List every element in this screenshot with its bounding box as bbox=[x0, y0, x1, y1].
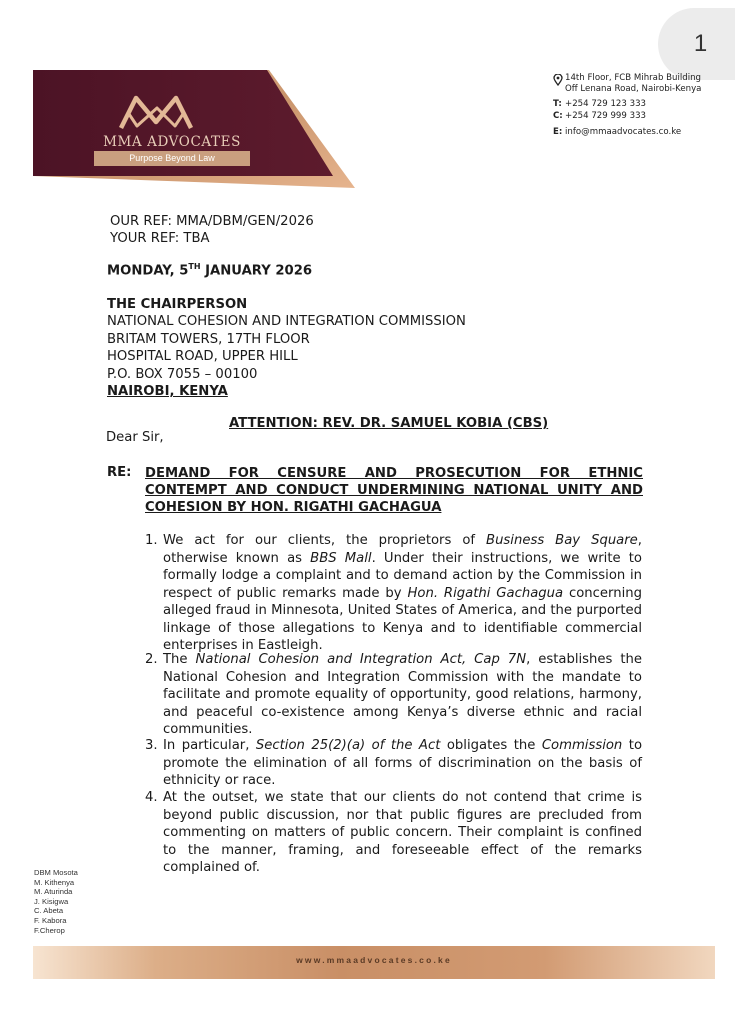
text-run: , establishes the National Cohesion and Integration Commission with the mandate to facilitate and promote equality of opportunity, good relations, harmony, and peaceful co-existence among Kenya’s diverse ethnic and racial communities. bbox=[163, 652, 642, 737]
addressee-city: NAIROBI, KENYA bbox=[107, 384, 228, 400]
date-rest: JANUARY 2026 bbox=[200, 263, 313, 279]
text-run: In particular, bbox=[163, 738, 256, 753]
italic-run: Hon. Rigathi Gachagua bbox=[407, 585, 564, 601]
letterhead-banner bbox=[33, 70, 355, 190]
text-run: At the outset, we state that our clients do not contend that crime is beyond public discussion, nor that public figures are precluded from commenting on matters of public concern. Their complaint is confined to the manner, framing, and foreseeable effect of the remarks complained of. bbox=[163, 790, 642, 875]
partner-name: M. Aturinda bbox=[34, 887, 73, 897]
contact-block bbox=[553, 73, 701, 138]
address-line-1: 14th Floor, FCB Mihrab Building bbox=[565, 73, 701, 83]
addressee-title: THE CHAIRPERSON bbox=[107, 297, 248, 312]
paragraph-2 bbox=[145, 651, 642, 739]
text-run: The bbox=[163, 652, 196, 667]
re-subject: DEMAND FOR CENSURE AND PROSECUTION FOR ETHNIC CONTEMPT AND CONDUCT UNDERMINING NATIONAL UNITY AND COHESION BY HON. RIGATHI GACHAGUA bbox=[145, 466, 643, 515]
partners-list bbox=[34, 868, 78, 935]
letter-date bbox=[107, 262, 312, 278]
location-pin-icon bbox=[553, 74, 563, 86]
address-block bbox=[553, 73, 701, 95]
page-number-badge bbox=[658, 8, 735, 80]
page-number: 1 bbox=[693, 30, 708, 57]
italic-run: Commission bbox=[541, 738, 623, 753]
text-run: We act for our clients, the proprietors of bbox=[163, 533, 487, 548]
cell-label: C: bbox=[553, 110, 563, 121]
paragraph-3 bbox=[145, 737, 642, 790]
partner-name: C. Abeta bbox=[34, 906, 64, 916]
attention-line: ATTENTION: REV. DR. SAMUEL KOBIA (CBS) bbox=[229, 416, 549, 431]
references bbox=[110, 213, 314, 247]
paragraph-1 bbox=[145, 532, 642, 655]
footer-bar bbox=[33, 946, 715, 979]
email-address: info@mmaadvocates.co.ke bbox=[565, 126, 682, 137]
salutation: Dear Sir, bbox=[106, 430, 164, 445]
addressee-org: NATIONAL COHESION AND INTEGRATION COMMISSION bbox=[107, 314, 466, 330]
italic-run: Business Bay Square bbox=[486, 533, 638, 548]
telephone-row bbox=[553, 99, 701, 110]
your-ref: YOUR REF: TBA bbox=[110, 231, 210, 246]
date-day: MONDAY, 5 bbox=[107, 263, 189, 279]
italic-run: BBS Mall bbox=[310, 550, 372, 566]
firm-tagline: Purpose Beyond Law bbox=[94, 151, 250, 166]
addressee-block bbox=[107, 296, 466, 400]
telephone-number: +254 729 123 333 bbox=[565, 99, 647, 110]
our-ref: OUR REF: MMA/DBM/GEN/2026 bbox=[110, 214, 314, 229]
paragraph-body bbox=[163, 651, 642, 739]
text-run: concerning alleged fraud in Minnesota, United States of America, and the purported linkage of those allegations to Kenya and to identifiable commercial enterprises in Eastleigh. bbox=[163, 585, 642, 653]
footer-website: www.mmaadvocates.co.ke bbox=[296, 955, 452, 965]
addressee-box: P.O. BOX 7055 – 00100 bbox=[107, 366, 258, 382]
email-label: E: bbox=[553, 126, 563, 137]
partner-name: F.Cherop bbox=[34, 925, 65, 935]
italic-run: Section 25(2)(a) of the Act bbox=[255, 738, 441, 753]
partner-name: DBM Mosota bbox=[34, 868, 78, 877]
partner-name: J. Kisigwa bbox=[34, 896, 69, 906]
firm-name: MMA ADVOCATES bbox=[103, 134, 241, 150]
text-run: , otherwise known as bbox=[163, 533, 642, 566]
text-run: to promote the elimination of all forms of discrimination on the basis of ethnicity or race. bbox=[163, 738, 643, 788]
cell-row bbox=[553, 111, 701, 122]
paragraph-number: 4. bbox=[145, 790, 158, 805]
partner-name: M. Kithenya bbox=[34, 877, 75, 887]
addressee-road: HOSPITAL ROAD, UPPER HILL bbox=[107, 349, 298, 365]
paragraph-number: 1. bbox=[145, 533, 158, 548]
paragraph-body bbox=[163, 789, 642, 877]
email-row bbox=[553, 127, 701, 138]
paragraph-body bbox=[163, 737, 642, 790]
paragraph-body bbox=[163, 532, 642, 655]
partner-name: F. Kabora bbox=[34, 915, 67, 925]
italic-run: National Cohesion and Integration Act, Cap 7N bbox=[195, 652, 527, 667]
paragraph-number: 2. bbox=[145, 652, 158, 667]
text-run: . Under their instructions, we write to formally lodge a complaint and to demand action by the Commission in respect of public remarks made by bbox=[163, 550, 642, 601]
date-suffix: TH bbox=[188, 262, 201, 271]
address-line-2: Off Lenana Road, Nairobi-Kenya bbox=[565, 84, 702, 95]
telephone-label: T: bbox=[553, 99, 562, 110]
paragraph-4 bbox=[145, 789, 642, 877]
re-label: RE: bbox=[107, 465, 132, 480]
text-run: obligates the bbox=[440, 738, 542, 753]
cell-number: +254 729 999 333 bbox=[565, 110, 647, 121]
paragraph-number: 3. bbox=[145, 738, 158, 753]
addressee-building: BRITAM TOWERS, 17TH FLOOR bbox=[107, 331, 310, 347]
